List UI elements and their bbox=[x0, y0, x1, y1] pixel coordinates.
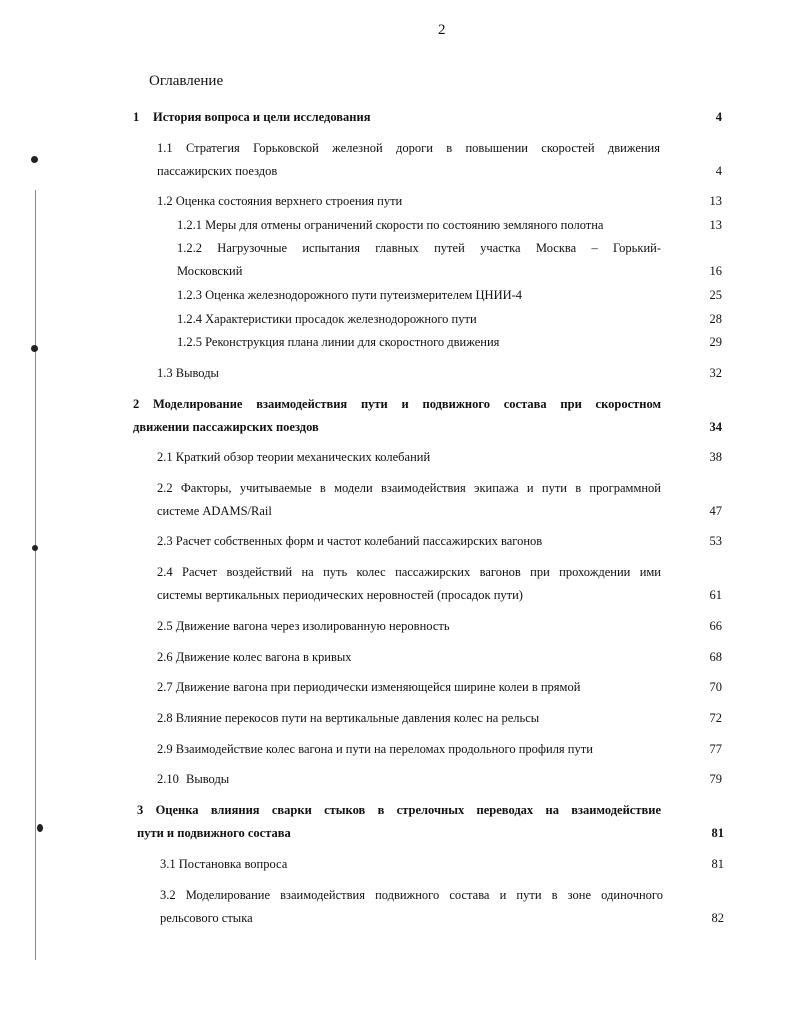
toc-s1-2-4-title: 1.2.4 Характеристики просадок железнодорожного пути bbox=[177, 312, 477, 326]
toc-s2-6-title: 2.6 Движение колес вагона в кривых bbox=[157, 650, 352, 664]
toc-s1-2-2-line2: Московский bbox=[177, 264, 243, 278]
toc-s1-1-page: 4 bbox=[715, 164, 722, 178]
toc-s1-1-line2: пассажирских поездов bbox=[157, 164, 278, 178]
toc-s2-page: 34 bbox=[709, 420, 722, 434]
toc-s1-2-2-line1: 1.2.2 Нагрузочные испытания главных путей участка Москва – Горький- bbox=[177, 241, 661, 255]
scan-artifact-mark bbox=[32, 545, 38, 551]
toc-s2-6-page: 68 bbox=[709, 650, 722, 664]
toc-s3-line1: 3 Оценка влияния сварки стыков в стрелочных переводах на взаимодействие bbox=[137, 803, 661, 817]
toc-s3-2-page: 82 bbox=[711, 911, 724, 925]
scan-artifact-mark bbox=[31, 156, 38, 163]
toc-s1-2-title: 1.2 Оценка состояния верхнего строения пути bbox=[157, 194, 403, 208]
toc-s1-2-5-page: 29 bbox=[709, 335, 722, 349]
toc-s1-1-line1: 1.1 Стратегия Горьковской железной дороги в повышении скоростей движения bbox=[157, 141, 660, 155]
toc-s3-line2: пути и подвижного состава bbox=[137, 826, 291, 840]
toc-s2-2-line2: системе ADAMS/Rail bbox=[157, 504, 272, 518]
scan-edge-line bbox=[35, 190, 36, 960]
toc-s1-3-page: 32 bbox=[709, 366, 722, 380]
toc-s2-5-page: 66 bbox=[709, 619, 722, 633]
toc-s3-1-page: 81 bbox=[711, 857, 724, 871]
toc-s2-4-line1: 2.4 Расчет воздействий на путь колес пассажирских вагонов при прохождении ими bbox=[157, 565, 661, 579]
toc-s1-2-4-page: 28 bbox=[709, 312, 722, 326]
toc-s2-line1: 2 Моделирование взаимодействия пути и подвижного состава при скоростном bbox=[133, 397, 661, 411]
toc-s2-3-page: 53 bbox=[709, 534, 722, 548]
toc-s3-2-line2: рельсового стыка bbox=[160, 911, 253, 925]
page-title: Оглавление bbox=[149, 73, 224, 89]
toc-s1-2-5-title: 1.2.5 Реконструкция плана линии для скоростного движения bbox=[177, 335, 500, 349]
scan-artifact-mark bbox=[37, 824, 43, 832]
toc-s1-2-3-title: 1.2.3 Оценка железнодорожного пути путеизмерителем ЦНИИ-4 bbox=[177, 288, 523, 302]
toc-s1-2-3-page: 25 bbox=[709, 288, 722, 302]
toc-s2-10-title: 2.10 Выводы bbox=[157, 772, 230, 786]
toc-s2-4-line2: системы вертикальных периодических неровностей (просадок пути) bbox=[157, 588, 523, 602]
toc-s1-title: История вопроса и цели исследования bbox=[153, 110, 371, 124]
toc-s2-2-page: 47 bbox=[709, 504, 722, 518]
scan-artifact-mark bbox=[31, 345, 38, 352]
toc-s1-2-1-title: 1.2.1 Меры для отмены ограничений скорости по состоянию земляного полотна bbox=[177, 218, 604, 232]
toc-s2-8-title: 2.8 Влияние перекосов пути на вертикальные давления колес на рельсы bbox=[157, 711, 540, 725]
toc-s1-page: 4 bbox=[715, 110, 722, 124]
toc-s2-8-page: 72 bbox=[709, 711, 722, 725]
toc-s1-2-2-page: 16 bbox=[709, 264, 722, 278]
toc-s2-1-title: 2.1 Краткий обзор теории механических колебаний bbox=[157, 450, 431, 464]
toc-s2-7-page: 70 bbox=[709, 680, 722, 694]
toc-s2-2-line1: 2.2 Факторы, учитываемые в модели взаимодействия экипажа и пути в программной bbox=[157, 481, 661, 495]
toc-s3-1-title: 3.1 Постановка вопроса bbox=[160, 857, 288, 871]
toc-s2-5-title: 2.5 Движение вагона через изолированную неровность bbox=[157, 619, 450, 633]
toc-s2-3-title: 2.3 Расчет собственных форм и частот колебаний пассажирских вагонов bbox=[157, 534, 543, 548]
toc-s2-9-page: 77 bbox=[709, 742, 722, 756]
toc-s2-10-page: 79 bbox=[709, 772, 722, 786]
toc-s2-9-title: 2.9 Взаимодействие колес вагона и пути на переломах продольного профиля пути bbox=[157, 742, 593, 756]
toc-s2-4-page: 61 bbox=[709, 588, 722, 602]
toc-s2-7-title: 2.7 Движение вагона при периодически изменяющейся ширине колеи в прямой bbox=[157, 680, 581, 694]
toc-s3-page: 81 bbox=[711, 826, 724, 840]
toc-s3-2-line1: 3.2 Моделирование взаимодействия подвижного состава и пути в зоне одиночного bbox=[160, 888, 663, 902]
toc-s1-3-title: 1.3 Выводы bbox=[157, 366, 219, 380]
toc-s2-line2: движении пассажирских поездов bbox=[133, 420, 319, 434]
toc-s1-num: 1 bbox=[133, 110, 140, 124]
toc-s2-1-page: 38 bbox=[709, 450, 722, 464]
toc-s1-2-1-page: 13 bbox=[709, 218, 722, 232]
page-number: 2 bbox=[438, 22, 446, 38]
toc-s1-2-page: 13 bbox=[709, 194, 722, 208]
